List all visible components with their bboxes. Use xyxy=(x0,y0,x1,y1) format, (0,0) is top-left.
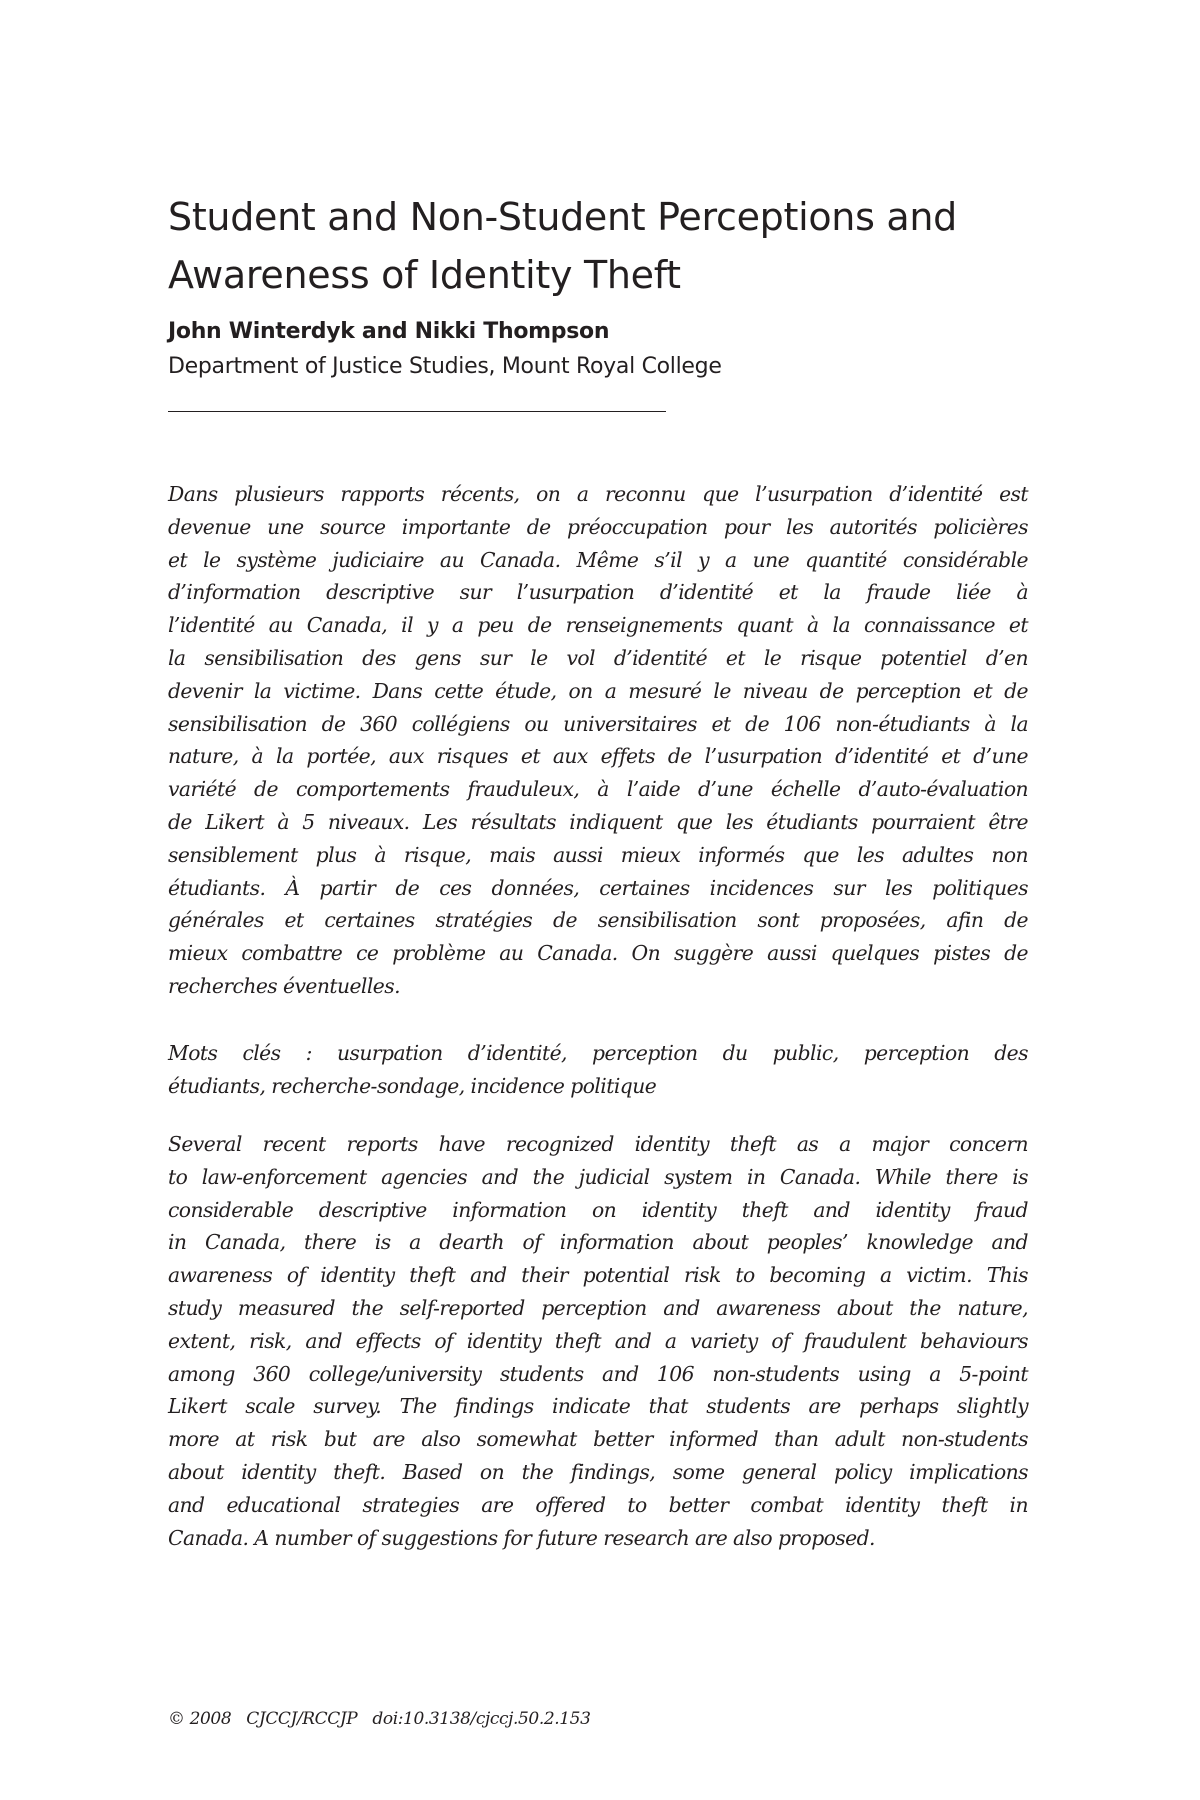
title-line: Awareness of Identity Theft xyxy=(168,253,681,297)
abstract-line: and educational strategies are offered to better combat identity theft in xyxy=(168,1492,1028,1517)
abstract-line: study measured the self-reported perception and awareness about the nature, xyxy=(168,1295,1028,1320)
abstract-english xyxy=(168,1128,1028,1554)
abstract-line: nature, à la portée, aux risques et aux effets de l’usurpation d’identité et d’une xyxy=(168,744,1028,769)
abstract-line: Dans plusieurs rapports récents, on a reconnu que l’usurpation d’identité est xyxy=(168,482,1028,506)
doi-text: doi:10.3138/cjccj.50.2.153 xyxy=(372,1709,591,1729)
abstract-line: in Canada, there is a dearth of information about peoples’ knowledge and xyxy=(168,1230,1028,1255)
abstract-line: recherches éventuelles. xyxy=(168,973,401,998)
abstract-line: devenue une source importante de préoccupation pour les autorités policières xyxy=(168,514,1028,539)
abstract-line: d’information descriptive sur l’usurpation d’identité et la fraude liée à xyxy=(168,580,1028,605)
title-line: Student and Non-Student Perceptions and xyxy=(168,195,957,239)
abstract-line: Canada. A number of suggestions for future research are also proposed. xyxy=(168,1525,875,1550)
abstract-line: mieux combattre ce problème au Canada. On suggère aussi quelques pistes de xyxy=(168,941,1028,966)
abstract-line: to law-enforcement agencies and the judicial system in Canada. While there is xyxy=(168,1164,1028,1189)
abstract-line: sensiblement plus à risque, mais aussi mieux informés que les adultes non xyxy=(168,842,1028,867)
keywords-french xyxy=(168,1037,1028,1103)
abstract-line: la sensibilisation des gens sur le vol d’identité et le risque potentiel d’en xyxy=(168,645,1028,670)
abstract-line: de Likert à 5 niveaux. Les résultats indiquent que les étudiants pourraient être xyxy=(168,809,1028,834)
abstract-line: awareness of identity theft and their potential risk to becoming a victim. This xyxy=(168,1263,1028,1288)
abstract-line: générales et certaines stratégies de sensibilisation sont proposées, afin de xyxy=(168,908,1028,933)
abstract-line: Several recent reports have recognized identity theft as a major concern xyxy=(168,1132,1028,1156)
page-footer xyxy=(168,1707,601,1731)
author-names: John Winterdyk and Nikki Thompson xyxy=(168,319,610,344)
journal-abbreviation: CJCCJ/RCCJP xyxy=(246,1709,358,1729)
abstract-line: about identity theft. Based on the findings, some general policy implications xyxy=(168,1459,1028,1484)
abstract-line: étudiants. À partir de ces données, certaines incidences sur les politiques xyxy=(168,875,1028,900)
title-divider xyxy=(168,411,666,412)
copyright-notice: © 2008 xyxy=(168,1709,232,1729)
abstract-line: among 360 college/university students and 106 non-students using a 5-point xyxy=(168,1361,1028,1386)
keywords-line: Mots clés : usurpation d’identité, perception du public, perception des xyxy=(168,1041,1028,1065)
abstract-line: extent, risk, and effects of identity theft and a variety of fraudulent behaviours xyxy=(168,1328,1028,1353)
abstract-line: l’identité au Canada, il y a peu de renseignements quant à la connaissance et xyxy=(168,613,1028,638)
abstract-line: Likert scale survey. The findings indicate that students are perhaps slightly xyxy=(168,1394,1028,1419)
abstract-line: sensibilisation de 360 collégiens ou universitaires et de 106 non-étudiants à la xyxy=(168,711,1028,736)
keywords-line: étudiants, recherche-sondage, incidence politique xyxy=(168,1073,657,1098)
abstract-line: variété de comportements frauduleux, à l’aide d’une échelle d’auto-évaluation xyxy=(168,777,1028,802)
abstract-french xyxy=(168,478,1028,1003)
article-title xyxy=(168,188,1048,304)
abstract-line: devenir la victime. Dans cette étude, on a mesuré le niveau de perception et de xyxy=(168,678,1028,703)
abstract-line: more at risk but are also somewhat better informed than adult non-students xyxy=(168,1427,1028,1452)
abstract-line: considerable descriptive information on identity theft and identity fraud xyxy=(168,1197,1028,1222)
abstract-line: et le système judiciaire au Canada. Même s’il y a une quantité considérable xyxy=(168,547,1028,572)
author-affiliation: Department of Justice Studies, Mount Royal College xyxy=(168,354,722,379)
